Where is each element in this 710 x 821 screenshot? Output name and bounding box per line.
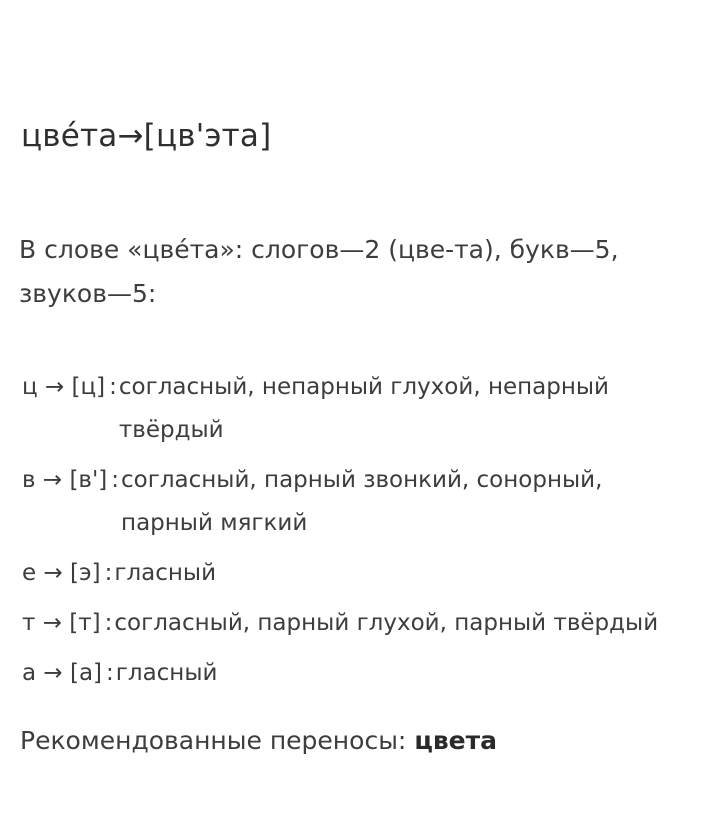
sound-separator: : — [104, 560, 113, 586]
sound-description: гласный — [115, 660, 218, 686]
sound-key: в → [в'] — [22, 467, 108, 493]
sound-description: гласный — [114, 560, 217, 586]
sound-key: т → [т] — [22, 610, 101, 636]
sound-key: а → [а] — [22, 660, 103, 686]
sound-list — [22, 366, 674, 702]
word-transcription: цве́та→[цв'эта] — [21, 118, 272, 154]
sound-description: согласный, парный глухой, парный твёрдый — [114, 610, 659, 636]
sound-row — [22, 602, 674, 645]
hyphenation-line — [20, 726, 497, 755]
sound-separator: : — [104, 610, 113, 636]
sound-row — [22, 652, 674, 695]
sound-row — [22, 552, 674, 595]
sound-description: согласный, парный звонкий, сонорный, парный мягкий — [121, 467, 603, 536]
sound-separator: : — [106, 660, 114, 686]
sound-separator: : — [111, 467, 120, 493]
sound-separator: : — [109, 374, 117, 400]
hyphenation-label: Рекомендованные переносы: — [20, 726, 407, 755]
sound-description: согласный, непарный глухой, непарный твёрдый — [118, 374, 610, 443]
sound-key: ц → [ц] — [22, 374, 106, 400]
hyphenation-value: цвета — [414, 726, 497, 755]
sound-key: е → [э] — [22, 560, 101, 586]
sound-row — [22, 459, 674, 545]
sound-row — [22, 366, 674, 452]
word-summary: В слове «цве́та»: слогов—2 (цве-та), букв—5, звуков—5: — [19, 235, 619, 308]
